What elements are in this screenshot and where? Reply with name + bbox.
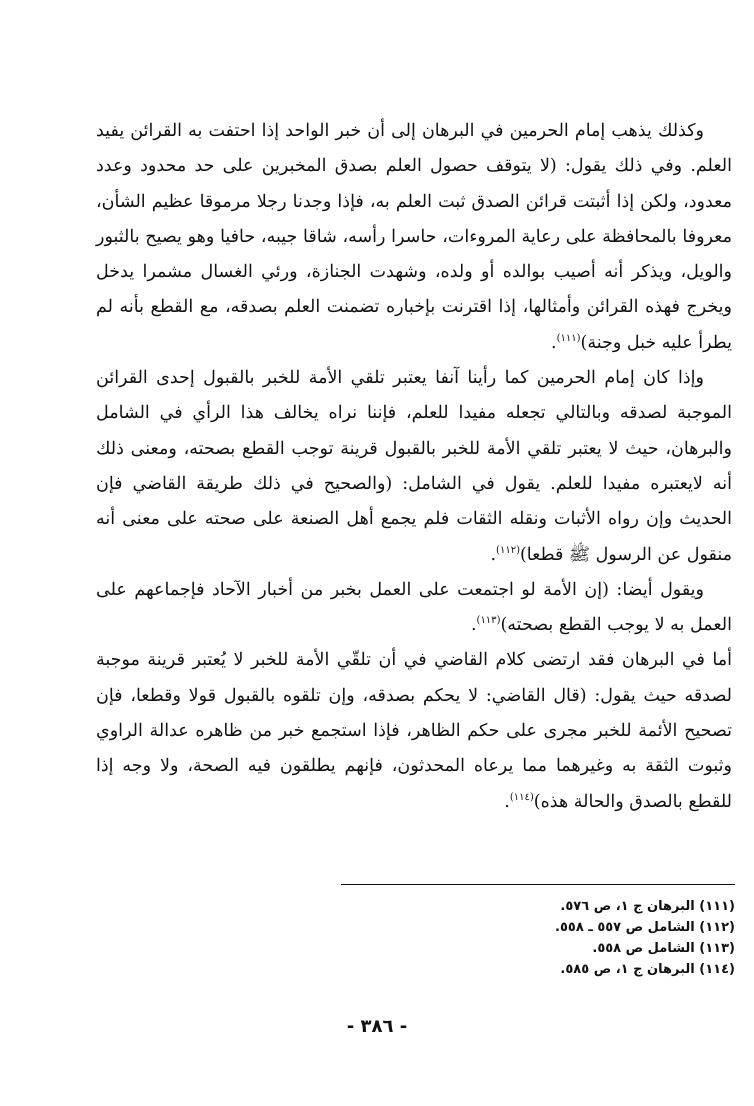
paragraph-text: وإذا كان إمام الحرمين كما رأينا آنفا يعتبر تلقي الأمة للخبر بالقبول إحدى القرائن الموجبة لصدقه وبالتالي تجعله مفيدا للعلم، فإننا نراه يخالف هذا الرأي في الشامل والبرهان، حيث لا يعتبر تلقي الأمة للخبر بالقبول قرينة توجب القطع بصحته، ومعنى ذلك أنه لايعتبره مفيدا للعلم. يقول في الشامل: (والصحيح في ذلك طريقة القاضي فإن الحديث وإن رواه الأثبات ونقله الثقات فلم يجمع أهل الصنعة على صحته على معنى أنه منقول عن الرسول ﷺ قطعا) — [96, 368, 732, 565]
paragraph-text: وكذلك يذهب إمام الحرمين في البرهان إلى أن خبر الواحد إذا احتفت به القرائن يفيد العلم. وفي ذلك يقول: (لا يتوقف حصول العلم بصدق المخبرين على حد محدود وعدد معدود، ولكن إذا أثبتت قرائن الصدق ثبت العلم به، فإذا وجدنا رجلا مرموقا عظيم الشأن، معروفا بالمحافظة على رعاية المروءات، حاسرا رأسه، شاقا جيبه، حافيا وهو يصيح بالثبور والويل، ويذكر أنه أصيب بوالده أو ولده، وشهدت الجنازة، ورئي الغسال مشمرا يدخل ويخرج فهذه القرائن وأمثالها، إذا اقترنت بإخباره تضمنت العلم بصدقه، مع القطع بأنه لم يطرأ عليه خبل وجنة) — [96, 121, 732, 353]
footnote-item: (١١٢) الشامل ص ٥٥٧ ـ ٥٥٨. — [555, 920, 735, 935]
footnote-item: (١١٣) الشامل ص ٥٥٨. — [592, 941, 735, 956]
main-text — [96, 114, 732, 820]
paragraph-3: ويقول أيضا: (إن الأمة لو اجتمعت على العمل بخبر من أخبار الآحاد فإجماعهم على العمل به لا يوجب القطع بصحته)$^{(١١٣)}$. — [96, 579, 732, 636]
footnote-ref: (١١٢) — [496, 544, 520, 556]
footnote-ref: (١١٣) — [476, 615, 501, 627]
footnote-item: (١١١) البرهان ج ١، ص ٥٧٦. — [560, 899, 735, 914]
paragraph-2: وإذا كان إمام الحرمين كما رأينا آنفا يعتبر تلقي الأمة للخبر بالقبول إحدى القرائن الموجبة لصدقه وبالتالي تجعله مفيدا للعلم، فإننا نراه يخالف هذا الرأي في الشامل والبرهان، حيث لا يعتبر تلقي الأمة للخبر بالقبول قرينة توجب القطع بصحته، ومعنى ذلك أنه لايعتبره مفيدا للعلم. يقول في الشامل: (والصحيح في ذلك طريقة القاضي فإن الحديث وإن رواه الأثبات ونقله الثقات فلم يجمع أهل الصنعة على صحته على معنى أنه منقول عن الرسول ﷺ قطعا)$^{(١١٢)}$. — [96, 368, 732, 565]
paragraph-text: أما في البرهان فقد ارتضى كلام القاضي في أن تلقّي الأمة للخبر لا يُعتبر قرينة موجبة لصدقه حيث يقول: (قال القاضي: لا يحكم بصدقه، وإن تلقوه بالقبول قولا وقطعا، فإن تصحيح الأئمة للخبر مجرى على حكم الظاهر، فإذا استجمع خبر من ظاهره عدالة الراوي وثبوت الثقة به وغيرهما مما يرعاه المحدثون، فإنهم يطلقون فيه الصحة، ولا وجه إذا للقطع بالصدق والحالة هذه) — [96, 650, 732, 812]
paragraph-text: ويقول أيضا: (إن الأمة لو اجتمعت على العمل بخبر من أخبار الآحاد فإجماعهم على العمل به لا يوجب القطع بصحته) — [96, 579, 732, 636]
page-number: - ٣٨٦ - — [346, 1016, 408, 1037]
footnote-ref: (١١١) — [556, 332, 581, 344]
paragraph-4: أما في البرهان فقد ارتضى كلام القاضي في أن تلقّي الأمة للخبر لا يُعتبر قرينة موجبة لصدقه حيث يقول: (قال القاضي: لا يحكم بصدقه، وإن تلقوه بالقبول قولا وقطعا، فإن تصحيح الأئمة للخبر مجرى على حكم الظاهر، فإذا استجمع خبر من ظاهره عدالة الراوي وثبوت الثقة به وغيرهما مما يرعاه المحدثون، فإنهم يطلقون فيه الصحة، ولا وجه إذا للقطع بالصدق والحالة هذه)$^{(١١٤)}$. — [96, 650, 732, 812]
footnotes — [341, 896, 735, 980]
paragraph-1: وكذلك يذهب إمام الحرمين في البرهان إلى أن خبر الواحد إذا احتفت به القرائن يفيد العلم. وفي ذلك يقول: (لا يتوقف حصول العلم بصدق المخبرين على حد محدود وعدد معدود، ولكن إذا أثبتت قرائن الصدق ثبت العلم به، فإذا وجدنا رجلا مرموقا عظيم الشأن، معروفا بالمحافظة على رعاية المروءات، حاسرا رأسه، شاقا جيبه، حافيا وهو يصيح بالثبور والويل، ويذكر أنه أصيب بوالده أو ولده، وشهدت الجنازة، ورئي الغسال مشمرا يدخل ويخرج فهذه القرائن وأمثالها، إذا اقترنت بإخباره تضمنت العلم بصدقه، مع القطع بأنه لم يطرأ عليه خبل وجنة)$^{(١١١)}$. — [96, 121, 732, 353]
footnote-divider — [341, 884, 735, 885]
footnote-item: (١١٤) البرهان ج ١، ص ٥٨٥. — [560, 962, 735, 977]
footnote-ref: (١١٤) — [509, 791, 534, 803]
